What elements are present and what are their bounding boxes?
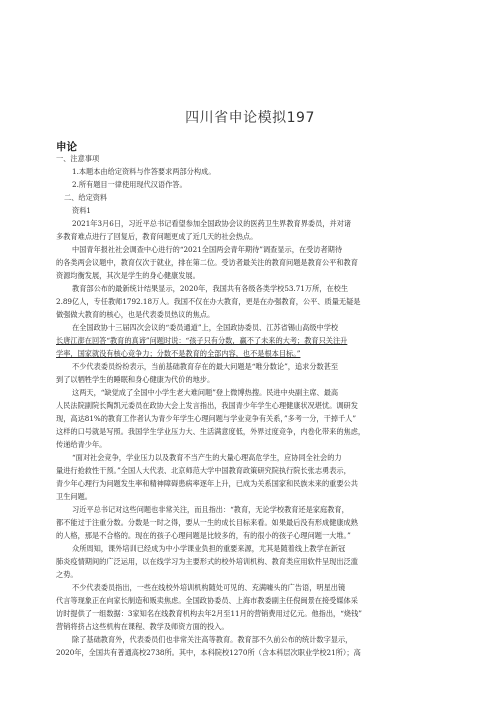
text-line: 二、给定资料 [64, 193, 108, 202]
text-line: 代言等现象正在向家长制造和贩卖焦虑。全国政协委员、上海市教委副主任倪闽景在接受媒体采 [56, 596, 358, 605]
text-line: 2020年，全国共有普通高校2738所。其中，本科院校1270所（含本科层次职业学校21所）；高 [56, 648, 361, 657]
text-line: 之势。 [56, 570, 78, 579]
text-line: 学率，国家就没有核心竞争力；分数不是教育的全部内容，也不是根本目标。” [56, 349, 301, 358]
text-line: 教育部公布的最新统计结果显示，2020年，我国共有各级各类学校53.71万所，在校生 [72, 284, 349, 293]
text-line: 2.所有题目一律使用现代汉语作答。 [72, 180, 187, 189]
text-line: 除了基础教育外，代表委员们也非常关注高等教育。教育部不久前公布的统计数字显示， [72, 635, 353, 644]
text-line: 传递给青少年。 [56, 440, 107, 449]
text-line: 多教育难点进行了回复后，教育问题更成了近几天的社会热点。 [56, 232, 258, 241]
section-heading: 申论 [56, 141, 77, 153]
text-line: 人民法院副院长陶凯元委员在政协大会上发言指出，我国青少年学生心理健康状况堪忧。调研发 [56, 401, 358, 410]
text-line: 长唐江澎在回答“教育的真谛”问题时说：“孩子只有分数，赢不了未来的大考；教育只关注升 [56, 336, 348, 345]
text-line: 中国青年报社社会调查中心进行的“2021全国两会青年期待”调查显示，在受访者期待 [72, 245, 343, 254]
text-line: 访时提供了一组数据：3家知名在线教育机构去年2月至11月的营销费用过亿元。他指出，“烧钱” [56, 609, 362, 618]
text-line: 卫生问题。 [56, 492, 92, 501]
text-line: 不少代表委员指出，一些在线校外培训机构随处可见的、充满噱头的广告语，明星出镜 [72, 583, 346, 592]
text-line: 这样的口号就是写照。我国学生学业压力大、生活满意度低，外界过度竞争，内卷化带来的焦虑， [56, 427, 366, 436]
text-line: 这两天，“缺觉成了全国中小学生老大难问题”登上微博热搜。民进中央副主席、最高 [72, 388, 339, 397]
text-line: 不少代表委员纷纷表示，当前基础教育存在的最大问题是“唯分数论”，追求分数甚至 [72, 362, 339, 371]
text-line: 的人格，那是不合格的。现在的孩子心理问题是比较多的，有的很小的孩子心理问题一大堆。” [56, 531, 351, 540]
text-line: 在全国政协十三届四次会议的“委员通道”上，全国政协委员、江苏省锡山高级中学校 [72, 323, 339, 332]
text-line: 现，高达81%的教育工作者认为青少年学生心理问题与学业竞争有关系，”多考一分，干掉千人” [56, 414, 357, 423]
text-line: 2021年3月6日，习近平总书记看望参加全国政协会议的医药卫生界教育界委员，并对诸 [72, 219, 352, 228]
text-line: 资源均衡发展，其次是学生的身心健康发展。 [56, 271, 200, 280]
text-line: 营销将挤占这些机构在课程、教学及师资方面的投入。 [56, 622, 229, 631]
document-title: 四川省申论模拟197 [185, 110, 315, 126]
text-line: 青少年心理行为问题发生率和精神障碍患病率逐年上升，已成为关系国家和民族未来的重要公共 [56, 479, 358, 488]
text-line: 做强做大教育的核心，也是代表委员热议的焦点。 [56, 310, 215, 319]
text-line: 量进行抢救性干预。”全国人大代表、北京师范大学中国教育政策研究院执行院长张志勇表示， [56, 466, 351, 475]
text-line: 都不能过于注重分数。分数是一时之得，要从一生的成长目标来看。如果最后没有形成健康成熟 [56, 518, 358, 527]
text-line: 众所周知，课外培训已经成为中小学课业负担的重要来源，尤其是随着线上教学在新冠 [72, 544, 346, 553]
text-line: 一、注意事项 [56, 154, 100, 163]
text-line: 1.本题本由给定资料与作答要求两部分构成。 [72, 167, 216, 176]
text-line: 的各类两会议题中，教育仅次于就业，排在第二位。受访者最关注的教育问题是教育公平和教育 [56, 258, 358, 267]
document-body [56, 152, 448, 659]
text-line: 资料1 [72, 206, 91, 215]
text-line: 肺炎疫情期间的广泛运用，以在线学习为主要形式的校外培训机构、教育类应用软件呈现出泛滥 [56, 557, 358, 566]
text-line: 到了以牺牲学生的睡眠和身心健康为代价的地步。 [56, 375, 215, 384]
text-line: “面对社会竞争，学业压力以及教育不当产生的大量心理高危学生，应协同全社会的力 [72, 453, 342, 462]
text-line: 2.89亿人，专任教师1792.18万人。我国不仅在办大教育，更是在办强教育，公平、质量无疑是 [56, 297, 361, 306]
text-line: 习近平总书记对这些问题也非常关注，而且指出：“教育，无论学校教育还是家庭教育， [72, 505, 349, 514]
